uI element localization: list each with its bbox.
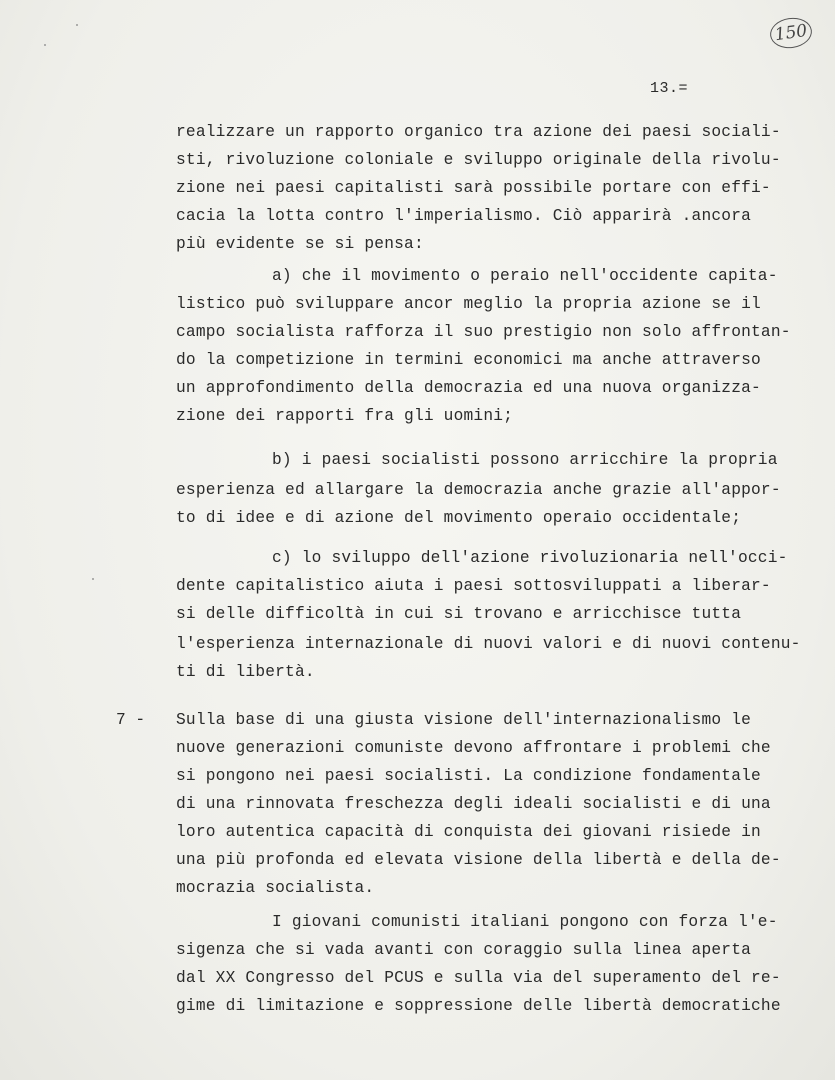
text-line: sti, rivoluzione coloniale e sviluppo originale della rivolu- [176, 151, 781, 169]
text-line: gime di limitazione e soppressione delle libertà democratiche [176, 997, 781, 1015]
text-line: esperienza ed allargare la democrazia anche grazie all'appor- [176, 481, 781, 499]
text-line: to di idee e di azione del movimento operaio occidentale; [176, 509, 742, 527]
text-line: zione dei rapporti fra gli uomini; [176, 407, 514, 425]
text-line: a) che il movimento o peraio nell'occidente capita- [272, 267, 778, 285]
text-line: più evidente se si pensa: [176, 235, 424, 253]
text-line: si pongono nei paesi socialisti. La condizione fondamentale [176, 767, 761, 785]
archive-stamp: 150 [768, 15, 814, 51]
text-line: l'esperienza internazionale di nuovi valori e di nuovi contenu- [176, 635, 801, 653]
text-line: campo socialista rafforza il suo prestigio non solo affrontan- [176, 323, 791, 341]
text-line: cacia la lotta contro l'imperialismo. Ciò apparirà .ancora [176, 207, 752, 225]
text-line: ti di libertà. [176, 663, 315, 681]
text-line: loro autentica capacità di conquista dei giovani risiede in [176, 823, 761, 841]
text-line: sigenza che si vada avanti con coraggio sulla linea aperta [176, 941, 752, 959]
text-line: nuove generazioni comuniste devono affrontare i problemi che [176, 739, 771, 757]
text-line: dente capitalistico aiuta i paesi sottosviluppati a liberar- [176, 577, 771, 595]
scan-speck [44, 44, 46, 46]
text-line: do la competizione in termini economici ma anche attraverso [176, 351, 761, 369]
text-line: di una rinnovata freschezza degli ideali socialisti e di una [176, 795, 771, 813]
scan-speck [92, 578, 94, 580]
text-line: b) i paesi socialisti possono arricchire la propria [272, 451, 778, 469]
text-line: listico può sviluppare ancor meglio la propria azione se il [176, 295, 761, 313]
section-number: 7 - [116, 711, 146, 729]
text-line: mocrazia socialista. [176, 879, 375, 897]
scan-speck [76, 24, 78, 26]
text-line: Sulla base di una giusta visione dell'internazionalismo le [176, 711, 752, 729]
page-number: 13.= [650, 80, 689, 97]
text-line: si delle difficoltà in cui si trovano e arricchisce tutta [176, 605, 742, 623]
text-line: una più profonda ed elevata visione della libertà e della de- [176, 851, 781, 869]
text-line: I giovani comunisti italiani pongono con forza l'e- [272, 913, 778, 931]
text-line: c) lo sviluppo dell'azione rivoluzionaria nell'occi- [272, 549, 788, 567]
text-line: un approfondimento della democrazia ed una nuova organizza- [176, 379, 761, 397]
text-line: zione nei paesi capitalisti sarà possibile portare con effi- [176, 179, 771, 197]
text-line: realizzare un rapporto organico tra azione dei paesi sociali- [176, 123, 781, 141]
text-line: dal XX Congresso del PCUS e sulla via del superamento del re- [176, 969, 781, 987]
